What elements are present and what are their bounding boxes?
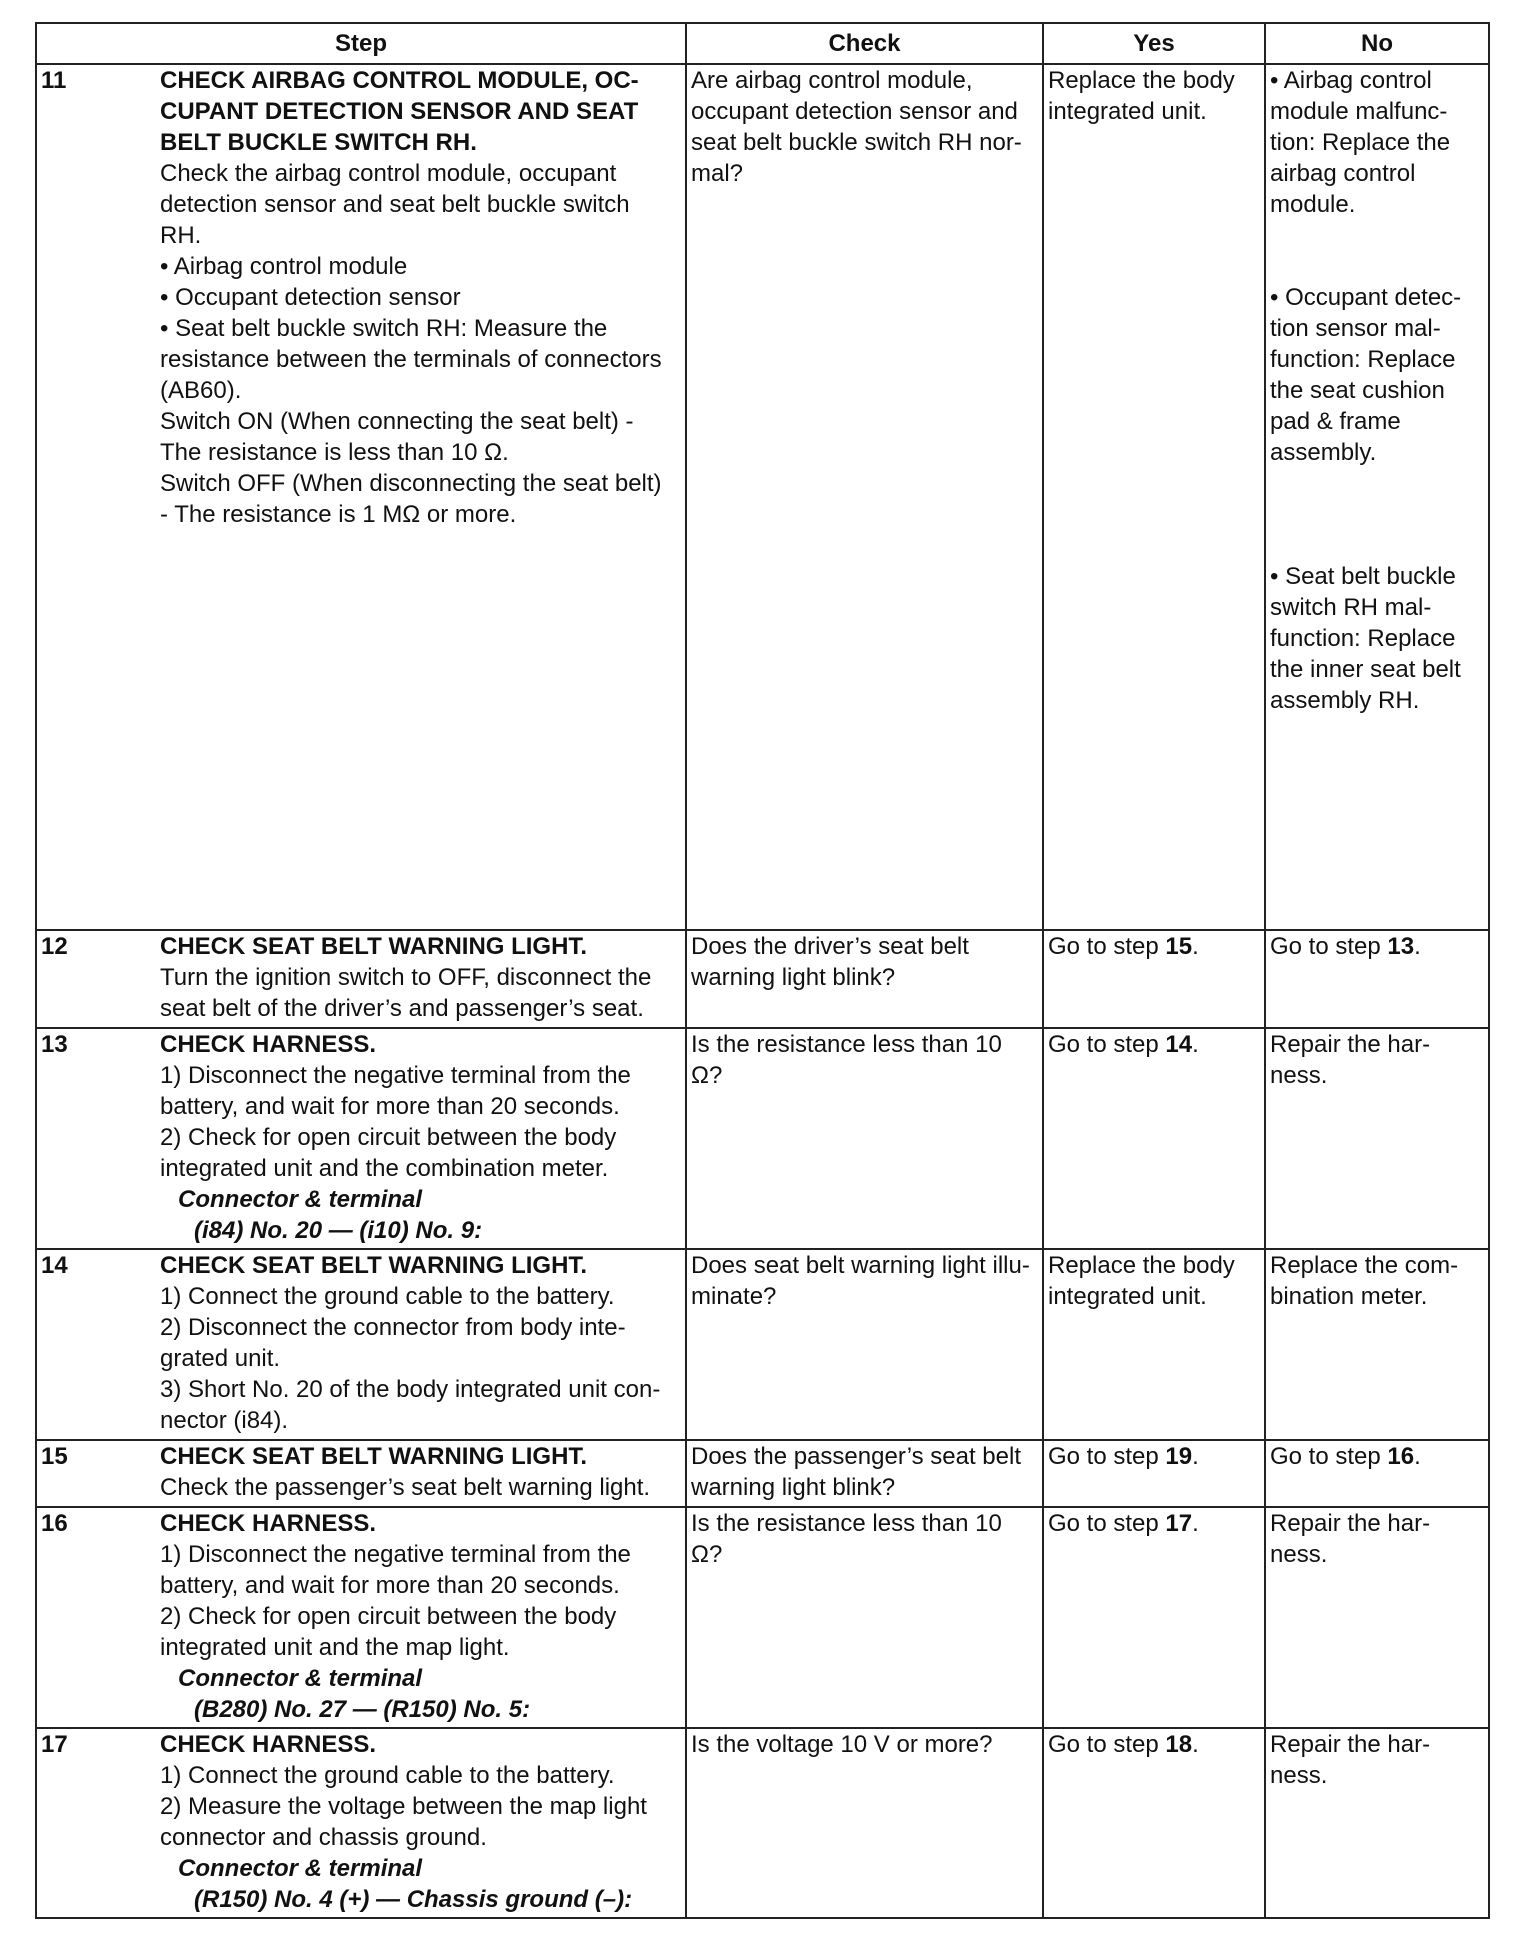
connector-label: Connector & terminal bbox=[178, 1665, 423, 1692]
step-number: 15 bbox=[41, 1443, 68, 1470]
step-title: CHECK HARNESS. bbox=[160, 1031, 377, 1058]
step-text: integrated unit and the map light. bbox=[160, 1634, 510, 1661]
check-cell bbox=[686, 1728, 1043, 1918]
yes-text: Go to step bbox=[1048, 1443, 1166, 1470]
yes-text: Replace the body bbox=[1048, 67, 1235, 94]
no-cell bbox=[1265, 1249, 1489, 1440]
connector-terminal: (i84) No. 20 — (i10) No. 9: bbox=[194, 1217, 483, 1244]
no-cell bbox=[1265, 1028, 1489, 1249]
step-text: - The resistance is 1 MΩ or more. bbox=[160, 501, 517, 528]
step-title: CHECK SEAT BELT WARNING LIGHT. bbox=[160, 933, 588, 960]
no-text: • Occupant detec- bbox=[1270, 284, 1462, 311]
yes-text-end: . bbox=[1192, 1510, 1199, 1537]
step-text: Check the airbag control module, occupant bbox=[160, 160, 617, 187]
yes-step-number: 18 bbox=[1165, 1731, 1193, 1758]
step-text: 1) Connect the ground cable to the battery. bbox=[160, 1283, 615, 1310]
header-no: No bbox=[1265, 23, 1489, 64]
check-text: Is the resistance less than 10 Ω? bbox=[691, 1031, 1002, 1089]
no-step-number: 13 bbox=[1387, 933, 1415, 960]
step-cell bbox=[36, 64, 686, 930]
no-text: function: Replace bbox=[1270, 625, 1456, 652]
step-title: CUPANT DETECTION SENSOR AND SEAT bbox=[160, 98, 639, 125]
step-text: • Seat belt buckle switch RH: Measure the bbox=[160, 315, 608, 342]
step-number: 13 bbox=[41, 1031, 68, 1058]
no-cell bbox=[1265, 1728, 1489, 1918]
yes-cell bbox=[1043, 930, 1265, 1028]
yes-step-number: 19 bbox=[1165, 1443, 1193, 1470]
check-text: Does the passenger’s seat belt bbox=[691, 1443, 1021, 1470]
step-text: 2) Check for open circuit between the body bbox=[160, 1124, 617, 1151]
check-cell bbox=[686, 930, 1043, 1028]
table-row bbox=[36, 64, 1489, 930]
no-cell bbox=[1265, 1507, 1489, 1728]
no-text: module malfunc- bbox=[1270, 98, 1448, 125]
step-text: 1) Connect the ground cable to the battery. bbox=[160, 1762, 615, 1789]
step-text: • Airbag control module bbox=[160, 253, 408, 280]
no-cell bbox=[1265, 1440, 1489, 1507]
header-yes: Yes bbox=[1043, 23, 1265, 64]
check-text: Does the driver’s seat belt bbox=[691, 933, 969, 960]
step-text: Switch OFF (When disconnecting the seat belt) bbox=[160, 470, 662, 497]
connector-label: Connector & terminal bbox=[178, 1855, 423, 1882]
yes-cell bbox=[1043, 1249, 1265, 1440]
no-group-buckle bbox=[1270, 561, 1484, 716]
step-text: seat belt of the driver’s and passenger’s seat. bbox=[160, 995, 644, 1022]
step-number: 14 bbox=[41, 1252, 68, 1279]
yes-text-end: . bbox=[1192, 1731, 1199, 1758]
check-text: warning light blink? bbox=[691, 964, 896, 991]
connector-terminal: (B280) No. 27 — (R150) No. 5: bbox=[194, 1696, 531, 1723]
yes-text-end: . bbox=[1192, 1443, 1199, 1470]
no-text: assembly RH. bbox=[1270, 687, 1420, 714]
yes-text: Go to step bbox=[1048, 1731, 1166, 1758]
step-text: 2) Check for open circuit between the body bbox=[160, 1603, 617, 1630]
step-title: CHECK HARNESS. bbox=[160, 1510, 377, 1537]
step-cell bbox=[36, 1507, 686, 1728]
no-text: Go to step bbox=[1270, 1443, 1388, 1470]
check-cell bbox=[686, 1028, 1043, 1249]
connector-label: Connector & terminal bbox=[178, 1186, 423, 1213]
table-row bbox=[36, 1728, 1489, 1918]
no-text-end: . bbox=[1414, 1443, 1421, 1470]
check-text: occupant detection sensor and bbox=[691, 98, 1018, 125]
no-step-number: 16 bbox=[1387, 1443, 1415, 1470]
check-text: Is the voltage 10 V or more? bbox=[691, 1731, 993, 1758]
no-text: switch RH mal- bbox=[1270, 594, 1432, 621]
table-row bbox=[36, 1028, 1489, 1249]
table-row bbox=[36, 1249, 1489, 1440]
no-text: Go to step bbox=[1270, 933, 1388, 960]
table-row bbox=[36, 1507, 1489, 1728]
no-text: ness. bbox=[1270, 1541, 1328, 1568]
step-title: BELT BUCKLE SWITCH RH. bbox=[160, 129, 477, 156]
no-text: the seat cushion bbox=[1270, 377, 1445, 404]
no-text: bination meter. bbox=[1270, 1283, 1428, 1310]
no-text: tion: Replace the bbox=[1270, 129, 1451, 156]
no-text: Repair the har- bbox=[1270, 1031, 1431, 1058]
step-text: detection sensor and seat belt buckle switch bbox=[160, 191, 630, 218]
step-text: 3) Short No. 20 of the body integrated unit con- bbox=[160, 1376, 661, 1403]
step-text: grated unit. bbox=[160, 1345, 281, 1372]
yes-cell bbox=[1043, 64, 1265, 930]
no-text: • Seat belt buckle bbox=[1270, 563, 1456, 590]
no-text: airbag control bbox=[1270, 160, 1416, 187]
no-text: function: Replace bbox=[1270, 346, 1456, 373]
no-cell bbox=[1265, 930, 1489, 1028]
no-text-end: . bbox=[1414, 933, 1421, 960]
header-step: Step bbox=[36, 23, 686, 64]
step-text: battery, and wait for more than 20 seconds. bbox=[160, 1572, 620, 1599]
table-row bbox=[36, 930, 1489, 1028]
step-text: integrated unit and the combination meter. bbox=[160, 1155, 609, 1182]
check-text: minate? bbox=[691, 1283, 777, 1310]
check-text: Is the resistance less than 10 Ω? bbox=[691, 1510, 1002, 1568]
no-text: the inner seat belt bbox=[1270, 656, 1461, 683]
step-title: CHECK SEAT BELT WARNING LIGHT. bbox=[160, 1443, 588, 1470]
no-cell bbox=[1265, 64, 1489, 930]
yes-text: Go to step bbox=[1048, 1031, 1166, 1058]
no-text: • Airbag control bbox=[1270, 67, 1432, 94]
yes-text: Go to step bbox=[1048, 1510, 1166, 1537]
step-text: connector and chassis ground. bbox=[160, 1824, 487, 1851]
step-text: • Occupant detection sensor bbox=[160, 284, 461, 311]
step-text: 1) Disconnect the negative terminal from the bbox=[160, 1541, 631, 1568]
step-title: CHECK HARNESS. bbox=[160, 1731, 377, 1758]
no-text: Replace the com- bbox=[1270, 1252, 1459, 1279]
yes-text-end: . bbox=[1192, 1031, 1199, 1058]
no-group-occupant bbox=[1270, 282, 1484, 468]
check-text: Are airbag control module, bbox=[691, 67, 973, 94]
no-text: assembly. bbox=[1270, 439, 1377, 466]
diagnosis-table bbox=[35, 22, 1490, 1919]
check-text: warning light blink? bbox=[691, 1474, 896, 1501]
check-cell bbox=[686, 1507, 1043, 1728]
step-text: 1) Disconnect the negative terminal from the bbox=[160, 1062, 631, 1089]
yes-text: Replace the body bbox=[1048, 1252, 1235, 1279]
step-text: nector (i84). bbox=[160, 1407, 289, 1434]
no-text: Repair the har- bbox=[1270, 1731, 1431, 1758]
yes-text: integrated unit. bbox=[1048, 1283, 1207, 1310]
no-text: tion sensor mal- bbox=[1270, 315, 1441, 342]
check-text: mal? bbox=[691, 160, 744, 187]
yes-text: integrated unit. bbox=[1048, 98, 1207, 125]
step-text: Check the passenger’s seat belt warning light. bbox=[160, 1474, 651, 1501]
step-text: RH. bbox=[160, 222, 202, 249]
step-text: (AB60). bbox=[160, 377, 242, 404]
yes-text-end: . bbox=[1192, 933, 1199, 960]
step-text: battery, and wait for more than 20 seconds. bbox=[160, 1093, 620, 1120]
no-text: module. bbox=[1270, 191, 1356, 218]
step-cell bbox=[36, 930, 686, 1028]
step-text: 2) Measure the voltage between the map light bbox=[160, 1793, 647, 1820]
no-text: ness. bbox=[1270, 1062, 1328, 1089]
step-cell bbox=[36, 1728, 686, 1918]
check-text: seat belt buckle switch RH nor- bbox=[691, 129, 1022, 156]
header-row bbox=[36, 23, 1489, 64]
step-title: CHECK SEAT BELT WARNING LIGHT. bbox=[160, 1252, 588, 1279]
step-number: 11 bbox=[41, 67, 67, 94]
yes-step-number: 14 bbox=[1165, 1031, 1193, 1058]
step-text: Switch ON (When connecting the seat belt) - bbox=[160, 408, 634, 435]
check-cell bbox=[686, 64, 1043, 930]
header-check: Check bbox=[686, 23, 1043, 64]
step-number: 16 bbox=[41, 1510, 68, 1537]
step-number: 12 bbox=[41, 933, 68, 960]
yes-step-number: 15 bbox=[1165, 933, 1193, 960]
step-number: 17 bbox=[41, 1731, 68, 1758]
yes-cell bbox=[1043, 1440, 1265, 1507]
no-text: ness. bbox=[1270, 1762, 1328, 1789]
step-text: 2) Disconnect the connector from body inte- bbox=[160, 1314, 626, 1341]
check-cell bbox=[686, 1249, 1043, 1440]
step-title: CHECK AIRBAG CONTROL MODULE, OC- bbox=[160, 67, 639, 94]
step-cell bbox=[36, 1028, 686, 1249]
yes-step-number: 17 bbox=[1165, 1510, 1193, 1537]
no-text: pad & frame bbox=[1270, 408, 1401, 435]
yes-cell bbox=[1043, 1028, 1265, 1249]
step-text: Turn the ignition switch to OFF, disconnect the bbox=[160, 964, 652, 991]
connector-terminal: (R150) No. 4 (+) — Chassis ground (–): bbox=[194, 1886, 633, 1913]
yes-cell bbox=[1043, 1507, 1265, 1728]
step-text: resistance between the terminals of connectors bbox=[160, 346, 662, 373]
no-group-airbag bbox=[1270, 65, 1484, 220]
yes-text: Go to step bbox=[1048, 933, 1166, 960]
check-text: Does seat belt warning light illu- bbox=[691, 1252, 1030, 1279]
table-row bbox=[36, 1440, 1489, 1507]
no-text: Repair the har- bbox=[1270, 1510, 1431, 1537]
step-cell bbox=[36, 1249, 686, 1440]
check-cell bbox=[686, 1440, 1043, 1507]
yes-cell bbox=[1043, 1728, 1265, 1918]
step-cell bbox=[36, 1440, 686, 1507]
step-text: The resistance is less than 10 Ω. bbox=[160, 439, 509, 466]
